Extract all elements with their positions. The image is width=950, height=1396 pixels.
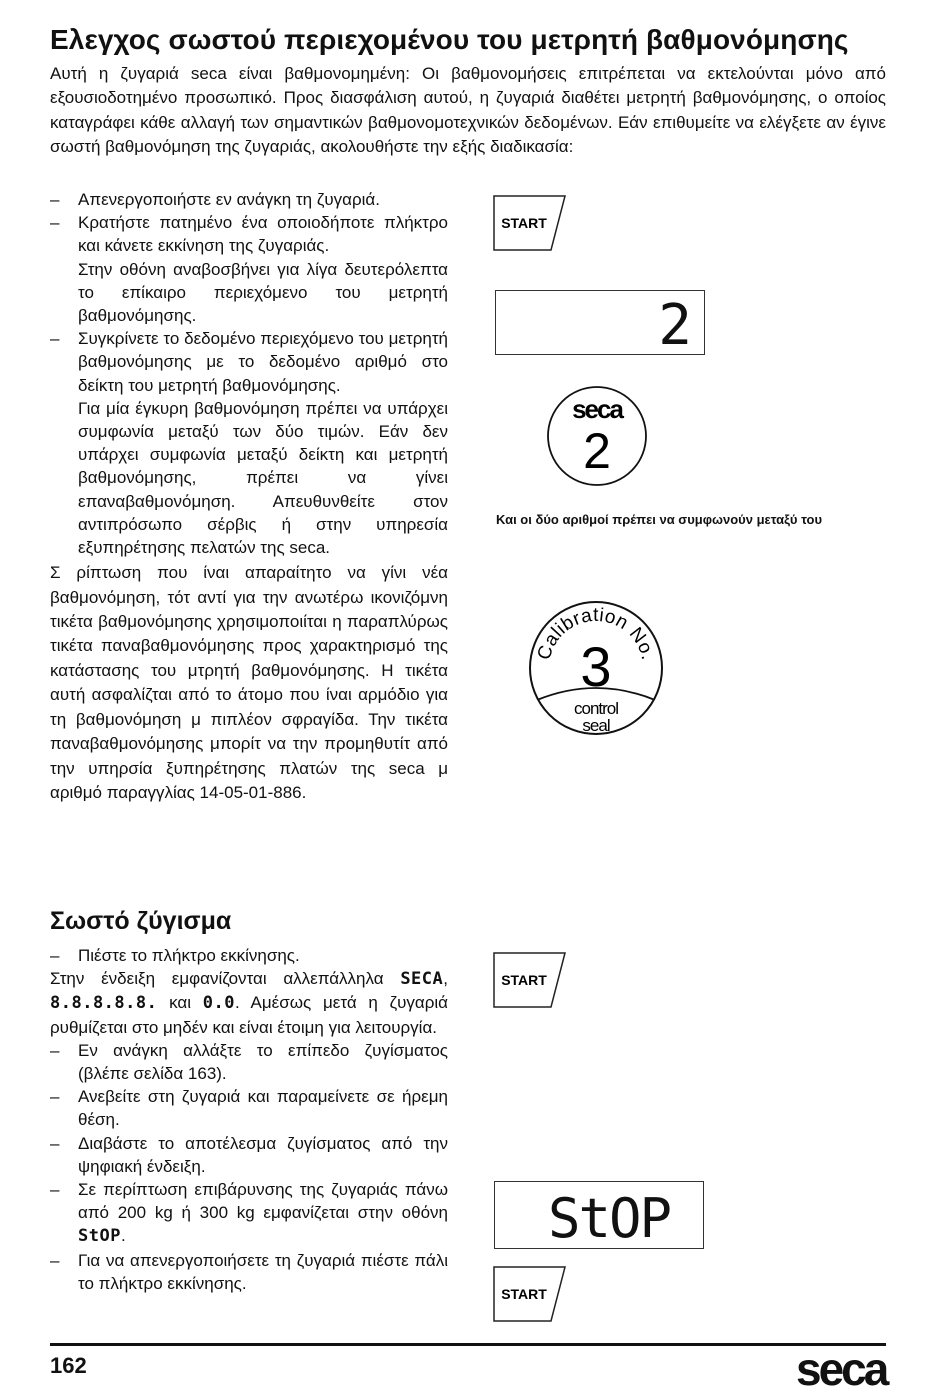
seal-number: 3 xyxy=(580,635,612,698)
list-item xyxy=(50,944,448,967)
step-text: Απενεργοποιήστε εν ανάγκη τη ζυγαριά. xyxy=(78,190,380,209)
step-continuation: Στην οθόνη αναβοσβήνει για λίγα δευτερόλεπτα το επίκαιρο περιεχόμενο του μετρητή βαθμονόμησης. xyxy=(78,259,448,326)
list-dash: – xyxy=(50,946,60,965)
list-item xyxy=(50,327,448,397)
sticker-brand: seca xyxy=(572,394,622,424)
lcd-display-counter xyxy=(495,290,705,355)
lcd-text-segments: 8.8.8.8.8. xyxy=(50,993,158,1014)
stop-text: StOP xyxy=(547,1187,671,1248)
sequence-and: και xyxy=(169,993,192,1013)
list-item xyxy=(50,1249,448,1295)
recalibration-paragraph: Σ ρίπτωση που ίναι απαραίτητο να γίνι νέα βαθμονόμηση, τότ αντί για την ανωτέρω ικονιζόμνη τικέτα βαθμονόμησης χρησιμοποιίται η παραπλύρως τικέτα παναβαθμονόμησης προς χαρακτηρισμό της κατάστασης του μτρητή βαθμονόμησης. Η τικέτα αυτή ασφαλίζται από το άτομο που ίναι αρμόδιο για τη βαθμονόμηση μ πιπλέον σφραγίδα. Την τικέτα παναβαθμονόμησης μπορίτ να την προμηθυτίτ από την υπηρσία ξυπηρέτησης πλατών της seca μ αριθμό παραγγλίας 14-05-01-886. xyxy=(50,563,448,802)
lcd-text-stop: StOP xyxy=(78,1226,121,1247)
intro-paragraph: Αυτή η ζυγαριά seca είναι βαθμονομημένη: Οι βαθμονομήσεις επιτρέπεται να εκτελούνται μόνο από εξουσιοδοτημένο προσωπικό. Προς διασφάλιση αυτού, η ζυγαριά διαθέτει μετρητή βαθμονόμησης, ο οποίος καταγράφει κάθε αλλαγή των σημαντικών βαθμονομοτεχνικών δεδομένων. Εάν επιθυμείτε να ελέγξετε αν έγινε σωστή βαθμονόμηση της ζυγαριάς, ακολουθήστε την εξής διαδικασία: xyxy=(50,64,886,156)
list-dash: – xyxy=(50,1250,60,1270)
list-dash: – xyxy=(50,1087,60,1107)
sticker-number: 2 xyxy=(583,423,611,479)
list-item xyxy=(50,1039,448,1085)
step-continuation: Για μία έγκυρη βαθμονόμηση πρέπει να υπάρχει συμφωνία μεταξύ των δύο τιμών. Εάν δεν υπάρχει συμφωνία μεταξύ δείκτη και μετρητή βαθμονόμησης, πρέπει να γίνει επαναβαθμονόμηση. Απευθυνθείτε στον αντιπρόσωπο σέρβις ή στην υπηρεσία εξυπηρέτησης πελατών της seca. xyxy=(78,398,448,558)
list-item xyxy=(50,1085,448,1131)
start-button-figure xyxy=(493,1266,573,1326)
calibration-steps xyxy=(50,188,448,805)
step-text: Διαβάστε το αποτέλεσμα ζυγίσματος από την ψηφιακή ένδειξη. xyxy=(78,1133,448,1176)
lcd-display-stop xyxy=(494,1181,704,1249)
list-dash: – xyxy=(50,190,60,209)
seal-control-label: control xyxy=(573,699,619,718)
figure-caption: Και οι δύο αριθμοί πρέπει να συμφωνούν μεταξύ του xyxy=(496,512,823,527)
calibration-seal xyxy=(529,600,663,740)
step-text: Εν ανάγκη αλλάξτε το επίπεδο ζυγίσματος (βλέπε σελίδα 163). xyxy=(78,1040,448,1084)
section-heading: Σωστό ζύγισμα xyxy=(50,907,232,935)
list-dash: – xyxy=(50,1040,60,1060)
step-text: Σε περίπτωση επιβάρυνσης της ζυγαριάς πάνω από 200 kg ή 300 kg εμφανίζεται στην οθόνη xyxy=(78,1180,448,1223)
list-item xyxy=(50,1178,448,1249)
list-item xyxy=(50,188,448,211)
display-sequence-text xyxy=(50,967,448,1039)
weighing-steps xyxy=(50,944,448,1295)
sequence-comma: , xyxy=(443,969,448,989)
page-number: 162 xyxy=(50,1353,87,1378)
step-text: Ανεβείτε στη ζυγαριά και παραμείνετε σε ήρεμη θέση. xyxy=(78,1087,448,1130)
start-button-figure xyxy=(493,952,573,1012)
step-text-end: . xyxy=(120,1226,126,1246)
list-dash: – xyxy=(50,1133,60,1153)
page-title: Ελεγχος σωστού περιεχομένου του μετρητή βαθμονόμησης xyxy=(50,24,849,55)
seal-seal-label: seal xyxy=(582,716,610,735)
start-label: START xyxy=(501,972,547,988)
lcd-text-seca: SECA xyxy=(400,969,444,990)
list-item xyxy=(50,211,448,257)
seal-arc-text: Calibration No. xyxy=(533,605,659,663)
footer-rule xyxy=(50,1343,886,1346)
sequence-after: . Αμέσως μετά η ζυγαριά ρυθμίζεται στο μηδέν και είναι έτοιμη για λειτουργία. xyxy=(50,993,449,1037)
list-dash: – xyxy=(50,1180,60,1200)
start-label: START xyxy=(501,215,547,231)
list-item xyxy=(50,1132,448,1178)
lcd-text-zero: 0.0 xyxy=(202,993,236,1014)
step-text: Για να απενεργοποιήσετε τη ζυγαριά πιέστε πάλι το πλήκτρο εκκίνησης. xyxy=(78,1250,448,1293)
start-label: START xyxy=(501,1286,547,1302)
display-digit: 2 xyxy=(658,293,692,354)
list-dash: – xyxy=(50,213,60,233)
step-text: Κρατήστε πατημένο ένα οποιοδήποτε πλήκτρο και κάνετε εκκίνηση της ζυγαριάς. xyxy=(78,213,448,256)
step-text: Συγκρίνετε το δεδομένο περιεχόμενο του μετρητή βαθμονόμησης με το δεδομένο αριθμό στο δείκτη του μετρητή βαθμονόμησης. xyxy=(78,329,448,395)
list-dash: – xyxy=(50,329,60,349)
seca-logo: seca xyxy=(796,1343,887,1395)
step-text: Πιέστε το πλήκτρο εκκίνησης. xyxy=(78,946,300,965)
sequence-intro: Στην ένδειξη εμφανίζονται αλλεπάλληλα xyxy=(50,969,384,989)
start-button-figure xyxy=(493,195,573,255)
seca-counter-sticker xyxy=(546,385,648,487)
